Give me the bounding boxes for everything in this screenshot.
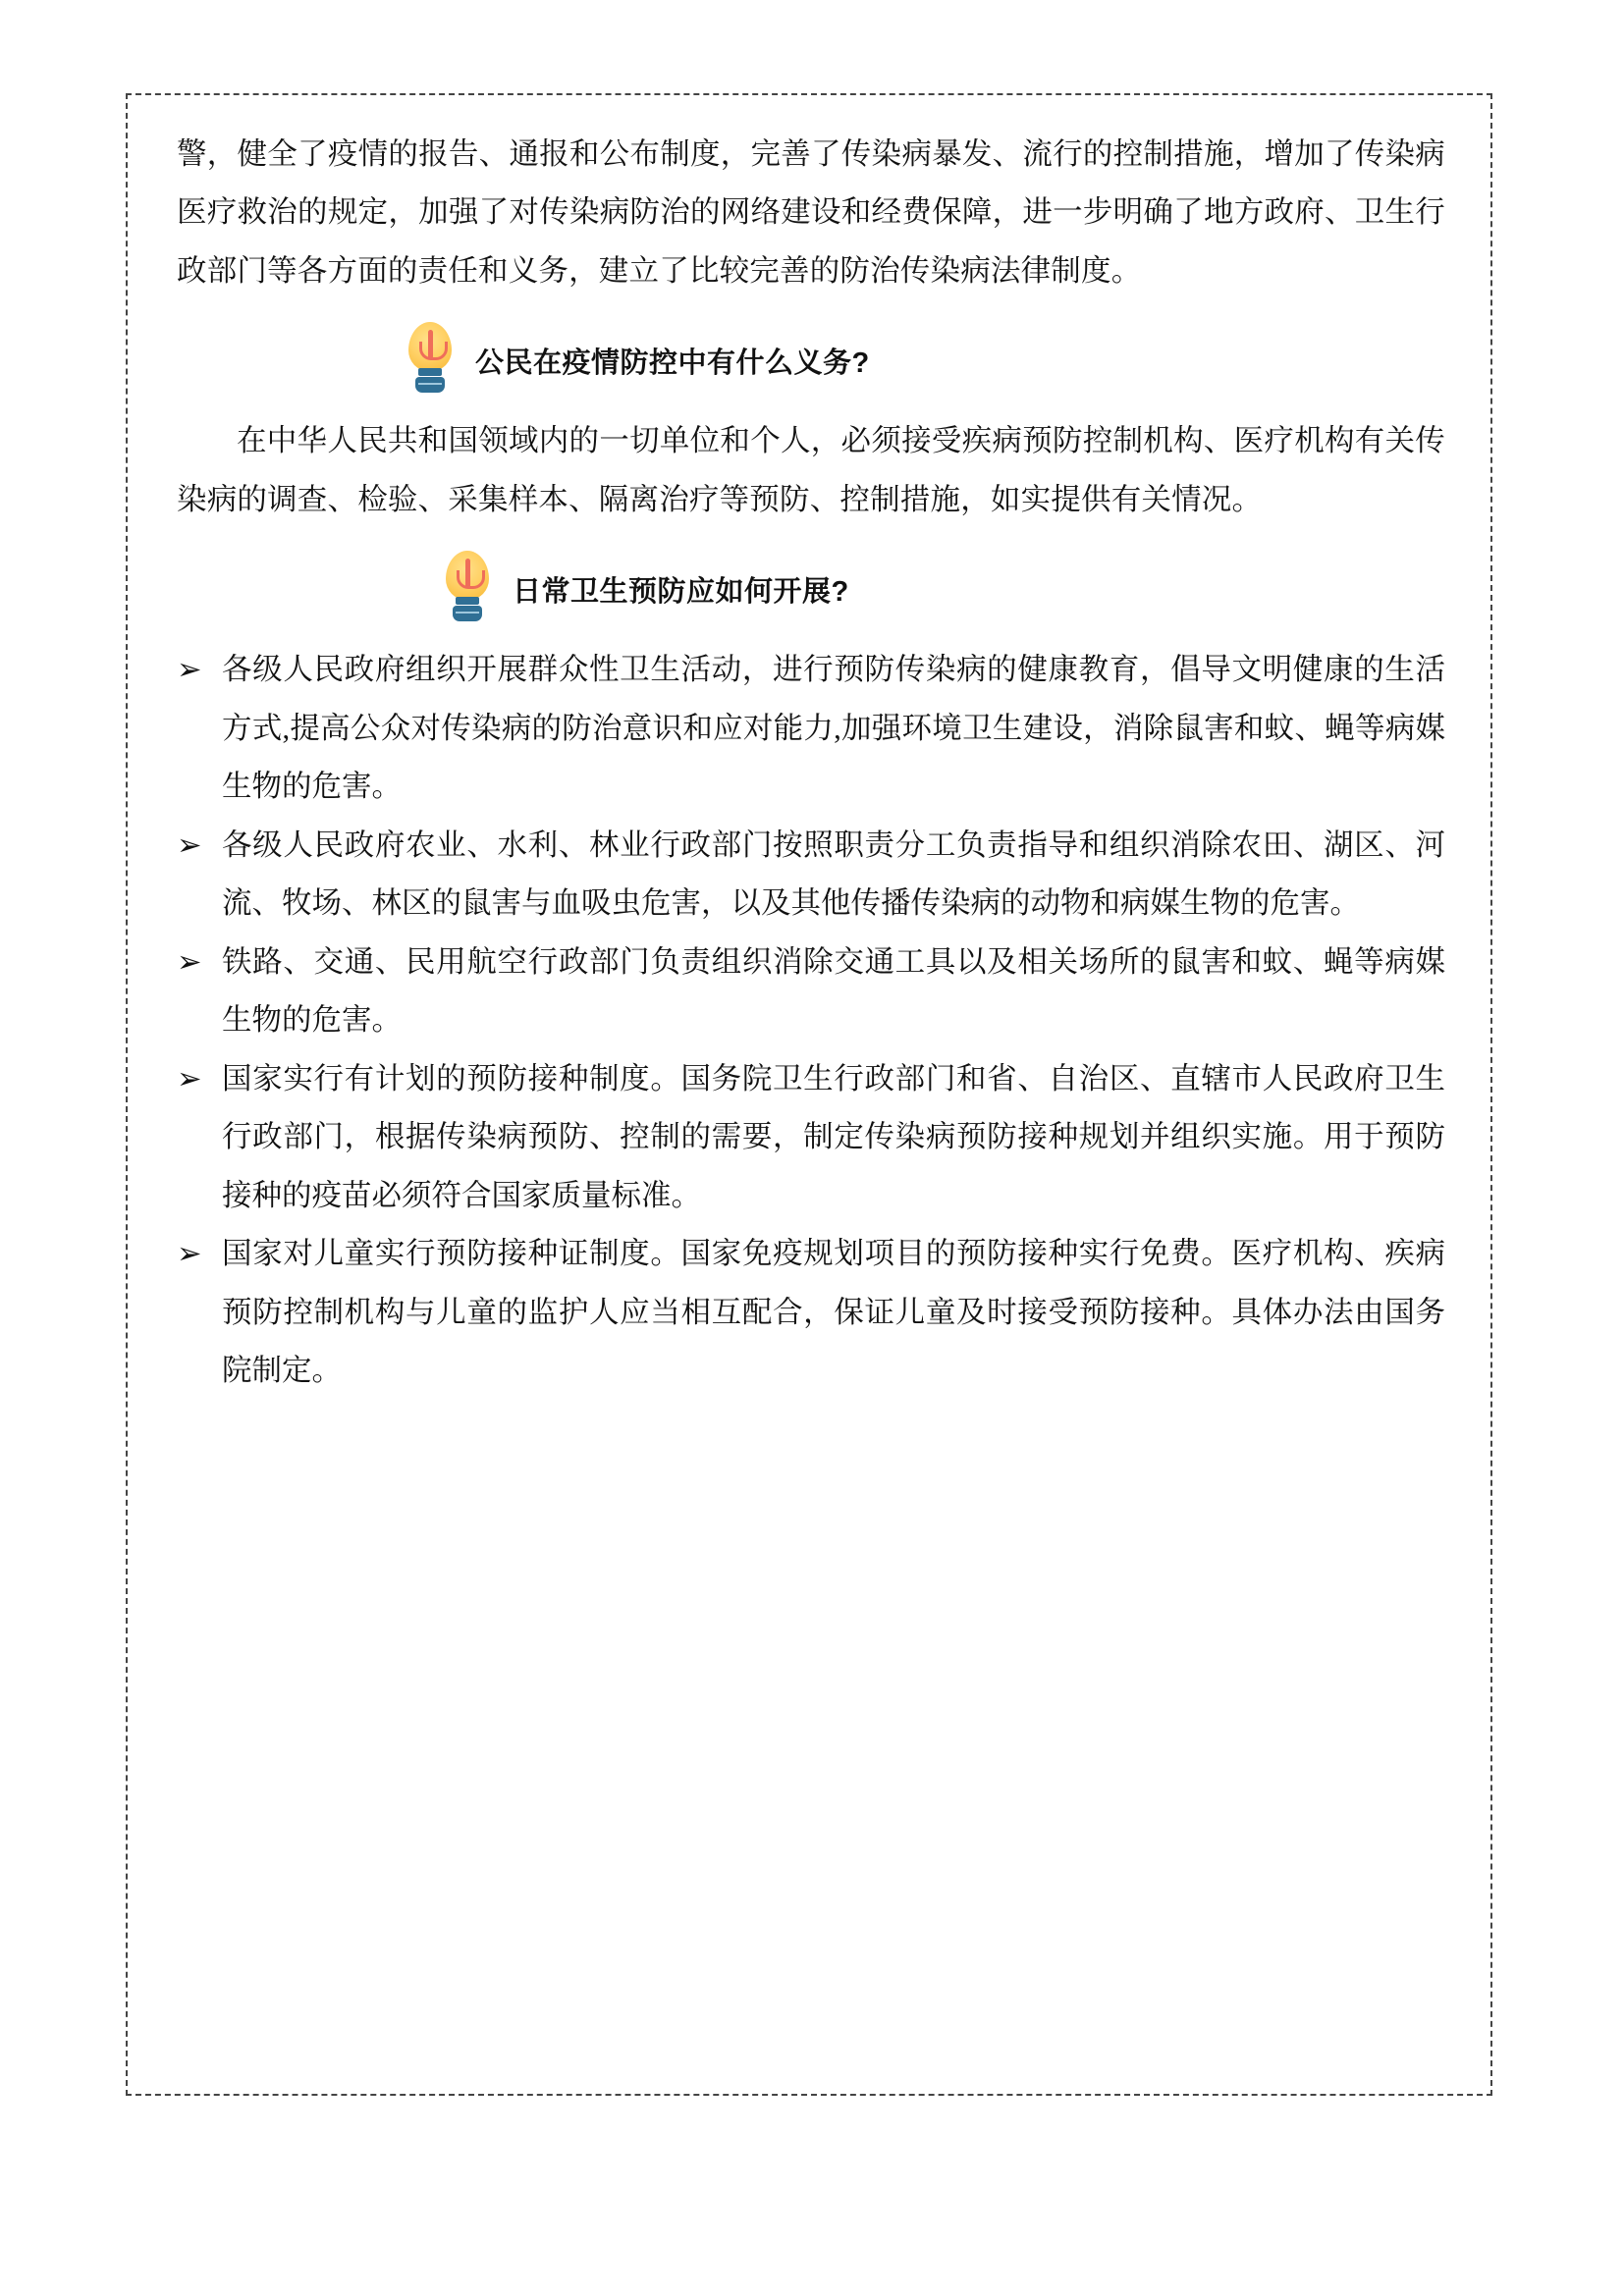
lightbulb-icon xyxy=(440,551,495,627)
bullet-arrow-icon: ➢ xyxy=(177,653,202,687)
list-item xyxy=(177,817,1445,934)
paragraph-duty-answer: 在中华人民共和国领域内的一切单位和个人，必须接受疾病预防控制机构、医疗机构有关传染病的调查、检验、采集样本、隔离治疗等预防、控制措施，如实提供有关情况。 xyxy=(177,424,1445,516)
section-heading-label: 公民在疫情防控中有什么义务? xyxy=(475,347,870,379)
bullet-arrow-icon: ➢ xyxy=(177,1061,202,1095)
list-item-text: 国家实行有计划的预防接种制度。国务院卫生行政部门和省、自治区、直辖市人民政府卫生行政部门，根据传染病预防、控制的需要，制定传染病预防接种规划并组织实施。用于预防接种的疫苗必须符合国家质量标准。 xyxy=(222,1061,1445,1212)
document-content xyxy=(149,106,1473,1419)
list-item xyxy=(177,1050,1445,1225)
lightbulb-icon xyxy=(403,322,458,399)
list-item-text: 各级人民政府组织开展群众性卫生活动，进行预防传染病的健康教育，倡导文明健康的生活方式,提高公众对传染病的防治意识和应对能力,加强环境卫生建设，消除鼠害和蚊、蝇等病媒生物的危害。 xyxy=(222,653,1445,804)
section-heading-citizen-duty xyxy=(177,322,1445,399)
paragraph-intro: 警，健全了疫情的报告、通报和公布制度，完善了传染病暴发、流行的控制措施，增加了传染病医疗救治的规定，加强了对传染病防治的网络建设和经费保障，进一步明确了地方政府、卫生行政部门等各方面的责任和义务，建立了比较完善的防治传染病法律制度。 xyxy=(177,137,1445,288)
list-item xyxy=(177,934,1445,1050)
list-item xyxy=(177,641,1445,816)
list-item-text: 各级人民政府农业、水利、林业行政部门按照职责分工负责指导和组织消除农田、湖区、河流、牧场、林区的鼠害与血吸虫危害，以及其他传播传染病的动物和病媒生物的危害。 xyxy=(222,828,1445,921)
bullet-arrow-icon: ➢ xyxy=(177,828,202,862)
bullet-arrow-icon: ➢ xyxy=(177,1237,202,1271)
section-heading-daily-prevention xyxy=(177,551,1445,627)
list-item-text: 国家对儿童实行预防接种证制度。国家免疫规划项目的预防接种实行免费。医疗机构、疾病预防控制机构与儿童的监护人应当相互配合，保证儿童及时接受预防接种。具体办法由国务院制定。 xyxy=(222,1237,1445,1387)
bullet-arrow-icon: ➢ xyxy=(177,944,202,979)
list-item xyxy=(177,1225,1445,1400)
list-item-text: 铁路、交通、民用航空行政部门负责组织消除交通工具以及相关场所的鼠害和蚊、蝇等病媒生物的危害。 xyxy=(222,944,1445,1038)
section-heading-label: 日常卫生预防应如何开展? xyxy=(513,575,849,608)
